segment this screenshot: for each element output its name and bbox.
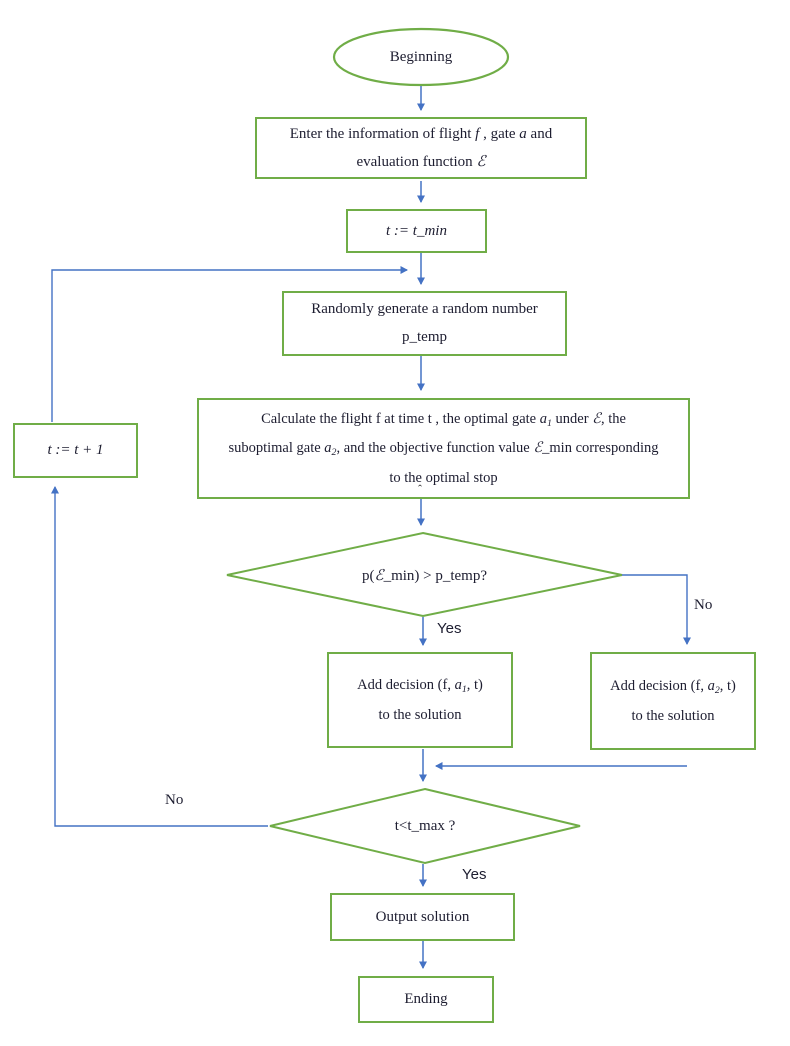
output-solution-label: Output solution (375, 908, 470, 925)
calculate-line1: Calculate the flight f at time t , the optimal gate a1 under ℰ, the (261, 410, 626, 429)
label-decision2-no: No (165, 792, 184, 808)
node-calculate (197, 398, 690, 499)
t-min-label: t := t_min (386, 222, 447, 239)
random-line1: Randomly generate a random number (311, 301, 538, 317)
calculate-line2: suboptimal gate a2, and the objective function value ℰ_min corresponding (228, 440, 659, 458)
decision1-text: p(ℰ_min) > p_temp? (361, 567, 488, 584)
beginning-text: Beginning (389, 48, 453, 65)
node-add-decision-a2 (590, 652, 756, 750)
label-decision2-yes: Yes (462, 866, 487, 883)
label-decision1-yes: Yes (437, 620, 462, 637)
node-t-plus-one (13, 423, 138, 478)
label-decision1-no: No (694, 597, 713, 613)
node-output-solution (330, 893, 515, 941)
enter-info-line2: evaluation function ℰ (356, 153, 486, 170)
ending-label: Ending (404, 991, 448, 1007)
decision2-text: t<t_max ? (394, 817, 456, 834)
add-a2-line1: Add decision (f, a2, t) (610, 677, 736, 696)
add-a1-line2: to the solution (378, 706, 462, 723)
t-plus-one-label: t := t + 1 (47, 442, 104, 458)
node-decision1-shape (227, 533, 622, 616)
random-line2: p_temp (402, 329, 447, 345)
node-add-decision-a1 (327, 652, 513, 748)
edge-decision1-no (622, 575, 687, 644)
add-a2-line2: to the solution (631, 707, 715, 724)
node-enter-info (255, 117, 587, 179)
add-a1-line1: Add decision (f, a1, t) (357, 676, 483, 695)
node-decision2-shape (270, 789, 580, 863)
node-t-min (346, 209, 487, 253)
node-random-number (282, 291, 567, 356)
enter-info-line1: Enter the information of flight f , gate a and (289, 125, 553, 142)
node-beginning-shape (334, 29, 508, 85)
node-ending (358, 976, 494, 1023)
calculate-line3: to the optimal stop (389, 469, 498, 486)
edge-decision2-no (55, 487, 268, 826)
stray-caret-mark: ˆ (418, 482, 422, 496)
